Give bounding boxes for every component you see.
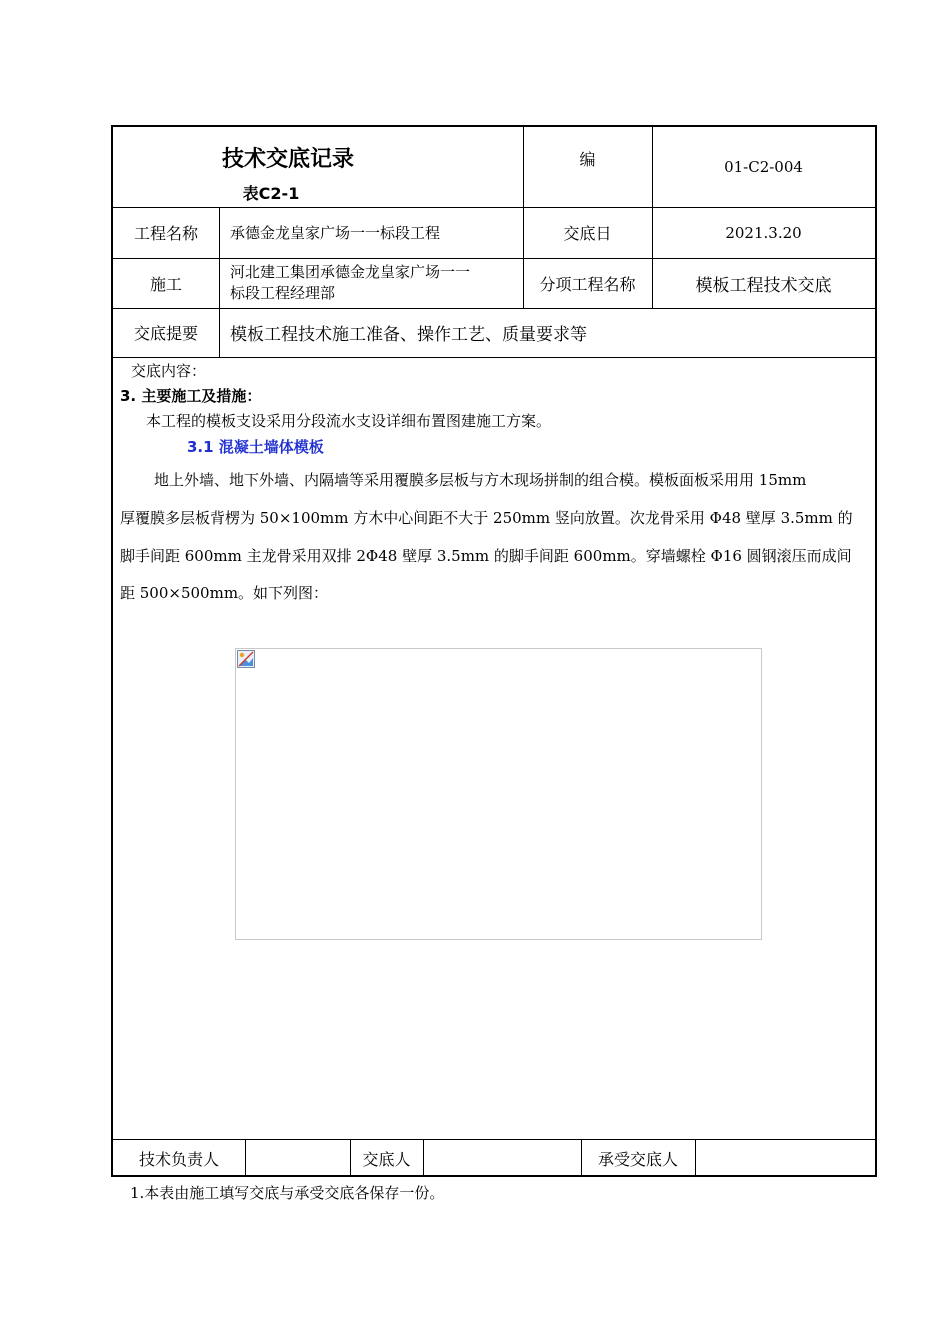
subitem-label: 分项工程名称 bbox=[539, 274, 636, 294]
code-label: 编 bbox=[579, 149, 596, 169]
receiver-label: 承受交底人 bbox=[597, 1149, 678, 1169]
tech-lead-label: 技术负责人 bbox=[138, 1149, 219, 1169]
tech-lead-signature-field[interactable] bbox=[246, 1139, 350, 1177]
constructor-value bbox=[230, 258, 522, 308]
form-number: 表C2-1 bbox=[242, 183, 300, 203]
row-divider bbox=[113, 357, 875, 358]
footnote: 1.本表由施工填写交底与承受交底各保存一份。 bbox=[130, 1184, 445, 1202]
project-name-label: 工程名称 bbox=[133, 224, 198, 243]
formwork-figure-placeholder bbox=[235, 648, 762, 940]
paragraph-line: 脚手间距 600mm 主龙骨采用双排 2Φ48 壁厚 3.5mm 的脚手间距 600mm。穿墙螺栓 Φ16 圆钢滚压而成间 bbox=[120, 547, 852, 565]
project-name-value: 承德金龙皇家广场一一标段工程 bbox=[230, 224, 441, 242]
discloser-signature-field[interactable] bbox=[424, 1139, 581, 1177]
intro-text: 本工程的模板支设采用分段流水支设详细布置图建施工方案。 bbox=[146, 412, 552, 430]
summary-value: 模板工程技术施工准备、操作工艺、质量要求等 bbox=[230, 325, 587, 345]
content-label: 交底内容： bbox=[131, 362, 207, 380]
discloser-label: 交底人 bbox=[362, 1149, 411, 1169]
code-value: 01-C2-004 bbox=[724, 158, 803, 176]
subsection-heading: 3.1 混凝土墙体模板 bbox=[187, 438, 324, 456]
section-heading: 3. 主要施工及措施： bbox=[120, 387, 262, 405]
subitem-value: 模板工程技术交底 bbox=[695, 275, 832, 296]
broken-image-icon bbox=[237, 650, 255, 668]
constructor-value-line: 河北建工集团承德金龙皇家广场一一 bbox=[230, 263, 471, 281]
paragraph-line: 距 500×500mm。如下列图： bbox=[120, 584, 329, 602]
paragraph-line: 厚覆膜多层板背楞为 50×100mm 方木中心间距不大于 250mm 竖向放置。次龙骨采用 Φ48 壁厚 3.5mm 的 bbox=[120, 509, 853, 527]
receiver-signature-field[interactable] bbox=[696, 1139, 875, 1177]
constructor-value-line: 标段工程经理部 bbox=[230, 284, 336, 302]
constructor-label: 施工 bbox=[149, 274, 182, 294]
form-title: 技术交底记录 bbox=[221, 146, 354, 172]
summary-label: 交底提要 bbox=[133, 324, 198, 343]
paragraph-line: 地上外墙、地下外墙、内隔墙等采用覆膜多层板与方木现场拼制的组合模。模板面板采用用 15mm bbox=[154, 471, 807, 489]
column-divider bbox=[219, 207, 220, 357]
disclosure-date-value: 2021.3.20 bbox=[725, 223, 802, 242]
disclosure-date-label: 交底日 bbox=[563, 224, 612, 243]
